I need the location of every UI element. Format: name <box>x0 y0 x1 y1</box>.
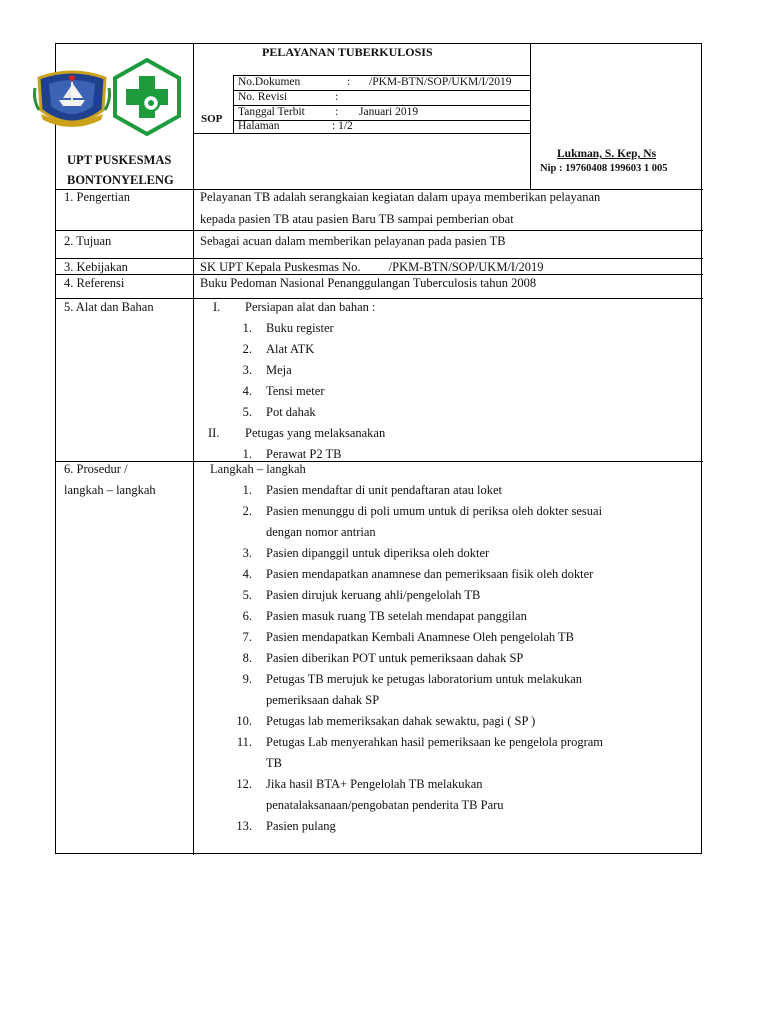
step-number: 10. <box>236 714 252 728</box>
meta-value-no-dokumen: /PKM-BTN/SOP/UKM/I/2019 <box>369 76 512 88</box>
section-label-prosedur-line1: 6. Prosedur / <box>64 462 128 476</box>
meta-sep-no-revisi: : <box>335 91 339 103</box>
meta-label-no-revisi: No. Revisi <box>238 91 288 103</box>
referensi-text: Buku Pedoman Nasional Penanggulangan Tuberculosis tahun 2008 <box>200 276 537 290</box>
step-text: Petugas lab memeriksakan dahak sewaktu, pagi ( SP ) <box>266 714 536 728</box>
step-text: Pasien masuk ruang TB setelah mendapat panggilan <box>266 609 527 623</box>
step-text: Pasien dipanggil untuk diperiksa oleh dokter <box>266 546 490 560</box>
step-number: 3. <box>242 546 252 560</box>
step-text: TB <box>266 756 282 770</box>
step-text: Pasien pulang <box>266 819 336 833</box>
signer-name: Lukman, S. Kep, Ns <box>557 148 657 160</box>
step-text: penatalaksanaan/pengobatan penderita TB Paru <box>266 798 504 812</box>
alat-group2-num: II. <box>208 426 220 440</box>
sop-cell-divider <box>233 75 234 133</box>
step-text: Petugas TB merujuk ke petugas laboratorium untuk melakukan <box>266 672 583 686</box>
pengertian-line2: kepada pasien TB atau pasien Baru TB sampai pemberian obat <box>200 212 514 226</box>
step-number: 1. <box>242 483 252 497</box>
document-title: PELAYANAN TUBERKULOSIS <box>262 45 433 59</box>
alat-item-num: 5. <box>242 405 252 419</box>
section-label-tujuan: 2. Tujuan <box>64 234 112 248</box>
meta-label-no-dokumen: No.Dokumen <box>238 76 301 88</box>
step-number: 9. <box>242 672 252 686</box>
step-number: 2. <box>242 504 252 518</box>
step-number: 11. <box>236 735 252 749</box>
org-name-line1: UPT PUSKESMAS <box>67 153 172 167</box>
alat-item-num: 2. <box>242 342 252 356</box>
step-text: Pasien diberikan POT untuk pemeriksaan dahak SP <box>266 651 524 665</box>
step-text: Pasien menunggu di poli umum untuk di periksa oleh dokter sesuai <box>266 504 603 518</box>
row-divider-tujuan <box>56 258 703 259</box>
step-text: Pasien mendapatkan anamnese dan pemeriksaan fisik oleh dokter <box>266 567 594 581</box>
prosedur-heading: Langkah – langkah <box>210 462 306 476</box>
meta-sep-no-dokumen: : <box>347 76 351 88</box>
column-divider <box>193 44 194 855</box>
step-number: 12. <box>236 777 252 791</box>
meta-value-halaman: : 1/2 <box>332 120 353 132</box>
header-right-divider <box>530 44 531 189</box>
step-text: Petugas Lab menyerahkan hasil pemeriksaan ke pengelola program <box>266 735 604 749</box>
pengertian-line1: Pelayanan TB adalah serangkaian kegiatan dalam upaya memberikan pelayanan <box>200 190 601 204</box>
step-number: 13. <box>236 819 252 833</box>
alat-item: Pot dahak <box>266 405 316 419</box>
section-label-alat: 5. Alat dan Bahan <box>64 300 154 314</box>
alat-item: Alat ATK <box>266 342 315 356</box>
row-divider-alat <box>56 461 703 462</box>
alat-item: Perawat P2 TB <box>266 447 342 461</box>
step-text: Pasien mendapatkan Kembali Anamnese Oleh pengelolah TB <box>266 630 575 644</box>
meta-label-tanggal-terbit: Tanggal Terbit <box>238 106 305 118</box>
step-text: pemeriksaan dahak SP <box>266 693 380 707</box>
section-label-kebijakan: 3. Kebijakan <box>64 260 128 274</box>
row-divider-referensi <box>56 298 703 299</box>
step-number: 6. <box>242 609 252 623</box>
tujuan-text: Sebagai acuan dalam memberikan pelayanan pada pasien TB <box>200 234 506 248</box>
section-label-pengertian: 1. Pengertian <box>64 190 130 204</box>
step-number: 4. <box>242 567 252 581</box>
alat-group1-num: I. <box>213 300 221 314</box>
alat-item: Meja <box>266 363 292 377</box>
alat-item-num: 1. <box>242 447 252 461</box>
sop-label: SOP <box>201 113 223 125</box>
alat-item: Buku register <box>266 321 334 335</box>
step-text: dengan nomor antrian <box>266 525 376 539</box>
alat-item-num: 4. <box>242 384 252 398</box>
puskesmas-cross-icon <box>112 58 182 136</box>
kebijakan-text: SK UPT Kepala Puskesmas No. /PKM-BTN/SOP/UKM/I/2019 <box>200 260 544 274</box>
sop-document <box>55 43 702 854</box>
alat-item-num: 1. <box>242 321 252 335</box>
meta-bottom <box>193 133 530 134</box>
step-text: Pasien mendaftar di unit pendaftaran atau loket <box>266 483 503 497</box>
step-number: 7. <box>242 630 252 644</box>
meta-label-halaman: Halaman <box>238 120 280 132</box>
alat-group2-title: Petugas yang melaksanakan <box>245 426 386 440</box>
alat-item: Tensi meter <box>266 384 325 398</box>
meta-sep-tanggal-terbit: : <box>335 106 339 118</box>
step-number: 8. <box>242 651 252 665</box>
signer-nip: Nip : 19760408 199603 1 005 <box>540 163 668 174</box>
org-name-line2: BONTONYELENG <box>67 173 174 187</box>
row-divider-pengertian <box>56 230 703 231</box>
meta-value-tanggal-terbit: Januari 2019 <box>359 106 419 118</box>
step-text: Jika hasil BTA+ Pengelolah TB melakukan <box>266 777 483 791</box>
step-text: Pasien dirujuk keruang ahli/pengelolah TB <box>266 588 481 602</box>
regency-emblem-icon <box>31 68 113 130</box>
section-label-prosedur-line2: langkah – langkah <box>64 483 156 497</box>
section-label-referensi: 4. Referensi <box>64 276 125 290</box>
alat-item-num: 3. <box>242 363 252 377</box>
alat-group1-title: Persiapan alat dan bahan : <box>245 300 376 314</box>
step-number: 5. <box>242 588 252 602</box>
